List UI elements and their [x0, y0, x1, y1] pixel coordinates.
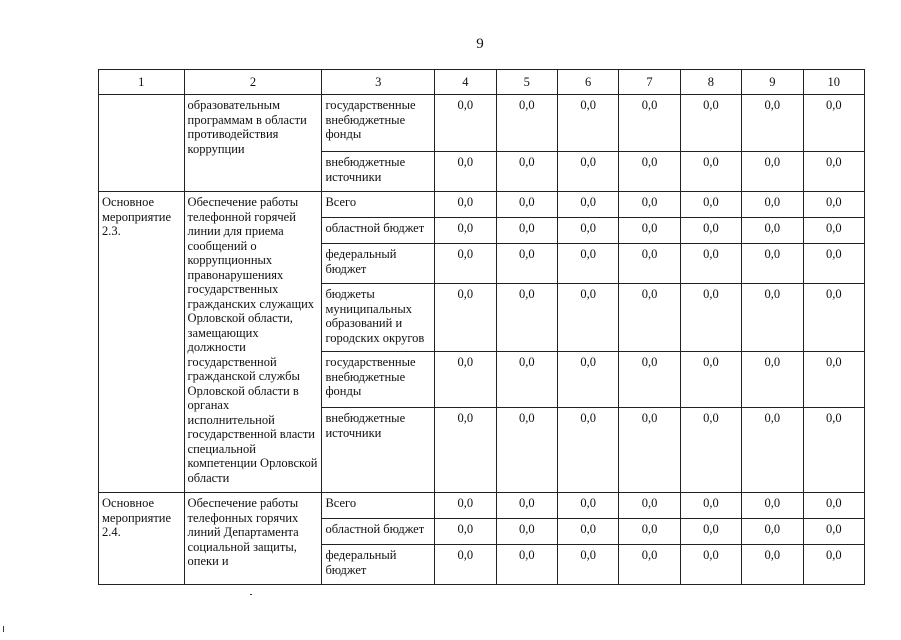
value-cell: 0,0 [680, 519, 741, 545]
scan-mark [3, 626, 4, 632]
value-cell: 0,0 [803, 352, 864, 408]
value-cell: 0,0 [680, 493, 741, 519]
value-cell: 0,0 [619, 352, 680, 408]
value-cell: 0,0 [680, 192, 741, 218]
page-number: 9 [476, 36, 484, 52]
value-cell: 0,0 [619, 545, 680, 585]
funding-source-cell: областной бюджет [322, 218, 435, 244]
value-cell: 0,0 [496, 244, 557, 284]
value-cell: 0,0 [557, 192, 618, 218]
value-cell: 0,0 [619, 244, 680, 284]
value-cell: 0,0 [557, 408, 618, 493]
value-cell: 0,0 [435, 352, 496, 408]
value-cell: 0,0 [496, 95, 557, 152]
value-cell: 0,0 [619, 152, 680, 192]
value-cell: 0,0 [803, 152, 864, 192]
funding-source-cell: государственные внебюджетные фонды [322, 352, 435, 408]
value-cell: 0,0 [496, 152, 557, 192]
value-cell: 0,0 [435, 95, 496, 152]
value-cell: 0,0 [619, 95, 680, 152]
value-cell: 0,0 [557, 352, 618, 408]
value-cell: 0,0 [435, 192, 496, 218]
event-cell [99, 95, 185, 192]
column-header: 10 [803, 70, 864, 95]
column-header: 5 [496, 70, 557, 95]
value-cell: 0,0 [496, 192, 557, 218]
value-cell: 0,0 [742, 408, 803, 493]
column-header: 7 [619, 70, 680, 95]
value-cell: 0,0 [496, 352, 557, 408]
value-cell: 0,0 [557, 218, 618, 244]
value-cell: 0,0 [680, 152, 741, 192]
value-cell: 0,0 [435, 408, 496, 493]
value-cell: 0,0 [435, 244, 496, 284]
value-cell: 0,0 [619, 408, 680, 493]
header-row [99, 70, 865, 95]
value-cell: 0,0 [803, 284, 864, 352]
value-cell: 0,0 [435, 218, 496, 244]
description-cell: Обеспечение работы телефонной горячей линии для приема сообщений о коррупционных правонарушениях государственных гражданских служащих Орловской области, замещающих должности государственной гражданской службы Орловской области в органах исполнительной государственной власти специальной компетенции Орловской области [184, 192, 322, 493]
value-cell: 0,0 [680, 352, 741, 408]
value-cell: 0,0 [803, 408, 864, 493]
value-cell: 0,0 [496, 408, 557, 493]
value-cell: 0,0 [742, 152, 803, 192]
column-header: 2 [184, 70, 322, 95]
funding-source-cell: внебюджетные источники [322, 408, 435, 493]
value-cell: 0,0 [619, 519, 680, 545]
column-header: 4 [435, 70, 496, 95]
value-cell: 0,0 [435, 493, 496, 519]
event-cell: Основное мероприятие 2.4. [99, 493, 185, 585]
table-row [99, 493, 865, 519]
funding-table [98, 69, 865, 585]
funding-source-cell: государственные внебюджетные фонды [322, 95, 435, 152]
value-cell: 0,0 [557, 95, 618, 152]
value-cell: 0,0 [435, 152, 496, 192]
table-row [99, 192, 865, 218]
value-cell: 0,0 [557, 519, 618, 545]
value-cell: 0,0 [496, 519, 557, 545]
value-cell: 0,0 [435, 284, 496, 352]
column-header: 9 [742, 70, 803, 95]
value-cell: 0,0 [496, 284, 557, 352]
value-cell: 0,0 [680, 408, 741, 493]
value-cell: 0,0 [742, 519, 803, 545]
value-cell: 0,0 [742, 244, 803, 284]
funding-source-cell: федеральный бюджет [322, 244, 435, 284]
value-cell: 0,0 [557, 284, 618, 352]
column-header: 6 [557, 70, 618, 95]
value-cell: 0,0 [496, 493, 557, 519]
value-cell: 0,0 [680, 95, 741, 152]
funding-source-cell: федеральный бюджет [322, 545, 435, 585]
scan-mark [250, 594, 252, 595]
value-cell: 0,0 [742, 284, 803, 352]
value-cell: 0,0 [803, 493, 864, 519]
funding-source-cell: внебюджетные источники [322, 152, 435, 192]
value-cell: 0,0 [803, 95, 864, 152]
value-cell: 0,0 [680, 545, 741, 585]
value-cell: 0,0 [742, 95, 803, 152]
value-cell: 0,0 [619, 192, 680, 218]
column-header: 8 [680, 70, 741, 95]
value-cell: 0,0 [742, 218, 803, 244]
value-cell: 0,0 [557, 545, 618, 585]
value-cell: 0,0 [557, 244, 618, 284]
table-row [99, 95, 865, 152]
value-cell: 0,0 [680, 218, 741, 244]
value-cell: 0,0 [803, 218, 864, 244]
funding-source-cell: Всего [322, 493, 435, 519]
value-cell: 0,0 [619, 218, 680, 244]
value-cell: 0,0 [496, 218, 557, 244]
value-cell: 0,0 [742, 545, 803, 585]
value-cell: 0,0 [803, 519, 864, 545]
value-cell: 0,0 [557, 152, 618, 192]
value-cell: 0,0 [557, 493, 618, 519]
funding-source-cell: Всего [322, 192, 435, 218]
value-cell: 0,0 [619, 493, 680, 519]
value-cell: 0,0 [619, 284, 680, 352]
value-cell: 0,0 [680, 284, 741, 352]
column-header: 1 [99, 70, 185, 95]
funding-source-cell: бюджеты муниципальных образований и городских округов [322, 284, 435, 352]
value-cell: 0,0 [496, 545, 557, 585]
event-cell: Основное мероприятие 2.3. [99, 192, 185, 493]
value-cell: 0,0 [742, 192, 803, 218]
description-cell: Обеспечение работы телефонных горячих линий Департамента социальной защиты, опеки и [184, 493, 322, 585]
value-cell: 0,0 [803, 545, 864, 585]
value-cell: 0,0 [680, 244, 741, 284]
value-cell: 0,0 [435, 519, 496, 545]
description-cell: образовательным программам в области противодействия коррупции [184, 95, 322, 192]
value-cell: 0,0 [803, 244, 864, 284]
value-cell: 0,0 [742, 352, 803, 408]
column-header: 3 [322, 70, 435, 95]
value-cell: 0,0 [435, 545, 496, 585]
funding-source-cell: областной бюджет [322, 519, 435, 545]
value-cell: 0,0 [742, 493, 803, 519]
value-cell: 0,0 [803, 192, 864, 218]
